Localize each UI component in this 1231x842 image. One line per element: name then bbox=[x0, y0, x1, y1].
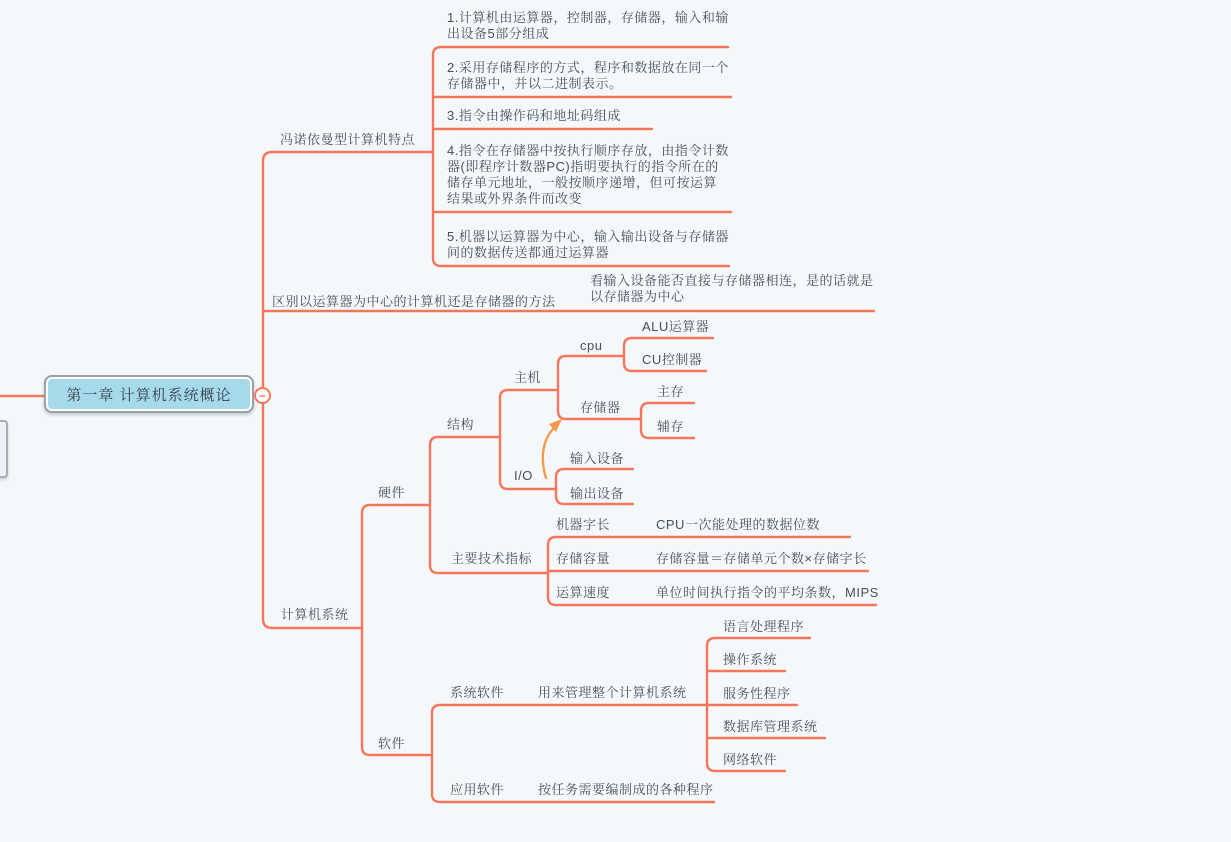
topic-cpu[interactable]: cpu bbox=[580, 338, 603, 353]
topic-computer-system[interactable]: 计算机系统 bbox=[281, 607, 349, 622]
note-storage-capacity[interactable]: 存储容量＝存储单元个数×存储字长 bbox=[656, 551, 867, 566]
topic-host[interactable]: 主机 bbox=[514, 370, 542, 385]
topic-cu[interactable]: CU控制器 bbox=[642, 352, 703, 367]
topic-memory[interactable]: 存储器 bbox=[580, 400, 621, 415]
collapse-button[interactable]: − bbox=[254, 387, 271, 404]
topic-structure[interactable]: 结构 bbox=[447, 417, 475, 432]
topic-service-program[interactable]: 服务性程序 bbox=[723, 686, 791, 701]
topic-hardware[interactable]: 硬件 bbox=[378, 485, 406, 500]
topic-feature-1[interactable]: 1.计算机由运算器，控制器，存储器，输入和输出设备5部分组成 bbox=[447, 10, 729, 41]
note-word-length[interactable]: CPU一次能处理的数据位数 bbox=[656, 517, 820, 532]
topic-input-device[interactable]: 输入设备 bbox=[570, 451, 625, 466]
topic-alu[interactable]: ALU运算器 bbox=[642, 319, 710, 334]
topic-software[interactable]: 软件 bbox=[378, 736, 406, 751]
topic-language-processor[interactable]: 语言处理程序 bbox=[723, 619, 805, 634]
topic-operating-system[interactable]: 操作系统 bbox=[723, 652, 778, 667]
topic-main-memory[interactable]: 主存 bbox=[657, 384, 685, 399]
topic-feature-2[interactable]: 2.采用存储程序的方式，程序和数据放在同一个存储器中，并以二进制表示。 bbox=[447, 60, 729, 91]
topic-feature-5[interactable]: 5.机器以运算器为中心，输入输出设备与存储器间的数据传送都通过运算器 bbox=[447, 229, 729, 260]
topic-aux-memory[interactable]: 辅存 bbox=[657, 419, 685, 434]
root-topic[interactable]: 第一章 计算机系统概论 bbox=[44, 375, 254, 413]
topic-system-software[interactable]: 系统软件 bbox=[450, 685, 505, 700]
partial-topic-left[interactable] bbox=[0, 420, 8, 478]
topic-feature-4[interactable]: 4.指令在存储器中按执行顺序存放，由指令计数器(即程序计数器PC)指明要执行的指令所在的储存单元地址，一般按顺序递增，但可按运算结果或外界条件而改变 bbox=[447, 143, 729, 206]
topic-von-neumann[interactable]: 冯诺依曼型计算机特点 bbox=[280, 132, 416, 147]
topic-application-software[interactable]: 应用软件 bbox=[450, 782, 505, 797]
topic-output-device[interactable]: 输出设备 bbox=[570, 486, 625, 501]
topic-io[interactable]: I/O bbox=[514, 468, 533, 483]
topic-feature-3[interactable]: 3.指令由操作码和地址码组成 bbox=[447, 108, 621, 123]
topic-operation-speed[interactable]: 运算速度 bbox=[556, 585, 611, 600]
topic-network-software[interactable]: 网络软件 bbox=[723, 752, 778, 767]
topic-storage-capacity[interactable]: 存储容量 bbox=[556, 551, 611, 566]
topic-distinguish-note[interactable]: 看输入设备能否直接与存储器相连，是的话就是以存储器为中心 bbox=[590, 273, 874, 304]
topic-distinguish-method[interactable]: 区别以运算器为中心的计算机还是存储器的方法 bbox=[272, 294, 556, 309]
topic-database-system[interactable]: 数据库管理系统 bbox=[723, 719, 818, 734]
topic-word-length[interactable]: 机器字长 bbox=[556, 517, 611, 532]
note-system-software[interactable]: 用来管理整个计算机系统 bbox=[538, 685, 687, 700]
note-operation-speed[interactable]: 单位时间执行指令的平均条数，MIPS bbox=[656, 585, 879, 600]
topic-indicators[interactable]: 主要技术指标 bbox=[451, 551, 533, 566]
note-application-software[interactable]: 按任务需要编制成的各种程序 bbox=[538, 782, 714, 797]
